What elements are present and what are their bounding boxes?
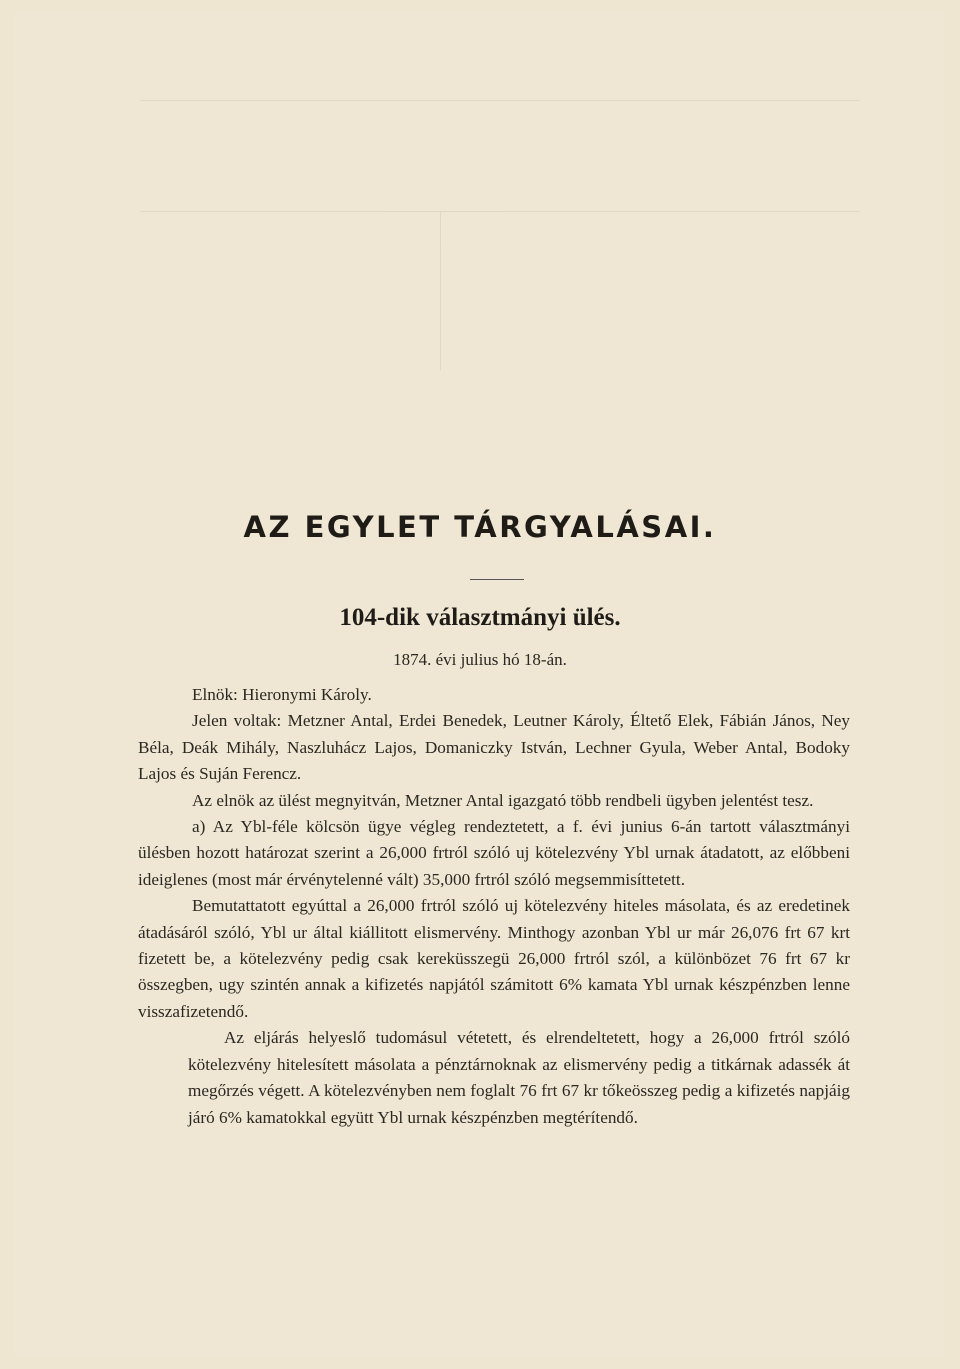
chairman-line: Elnök: Hieronymi Károly. (192, 685, 372, 704)
section-header (0, 510, 960, 544)
bleed-through-lines (140, 100, 860, 481)
opening-paragraph: Az elnök az ülést megnyitván, Metzner Antal igazgató több rendbeli ügyben jelentést tesz. (192, 790, 814, 810)
attendees-paragraph: Jelen voltak: Metzner Antal, Erdei Benedek, Leutner Károly, Éltető Elek, Fábián János, Ney Béla, Deák Mihály, Naszluhácz Lajos, Domaniczky István, Lechner Gyula, Weber Antal, Bodoky Lajos és Suján Ferencz. (138, 711, 850, 784)
divider-rule (470, 579, 524, 580)
section-heading: AZ EGYLET TÁRGYALÁSAI. (243, 510, 717, 544)
meeting-title: 104-dik választmányi ülés. (339, 604, 621, 631)
item-a-paragraph: a) Az Ybl-féle kölcsön ügye végleg rendeztetett, a f. évi junius 6-án tartott választmányi ülésben hozott határozat szerint a 26,000 frtról szóló uj kötelezvény Ybl urnak átadatott, az előbbeni ideiglenes (most már érvénytelenné vált) 35,000 frtról szóló megsemmisíttetett. (138, 817, 850, 889)
resolution-paragraph: Az eljárás helyeslő tudomásul vétetett, és elrendeltetett, hogy a 26,000 frtról szóló kötelezvény hitelesített másolata a pénztárnoknak az elismervény pedig a titkárnak adassék át megőrzés végett. A kötelezvényben nem foglalt 76 frt 67 kr tőkeösszeg pedig a kifizetés napjáig járó 6% kamatokkal együtt Ybl urnak készpénzben megtérítendő. (188, 1028, 850, 1127)
meeting-date: 1874. évi julius hó 18-án. (393, 650, 567, 669)
body-text (138, 682, 850, 1131)
presentation-paragraph: Bemutattatott egyúttal a 26,000 frtról szóló uj kötelezvény hiteles másolata, és az eredetinek átadásáról szóló, Ybl ur által kiállitott elismervény. Minthogy azonban Ybl ur már 26,076 frt 67 krt fizetett be, a kötelezvény pedig csak kereküsszegü 26,000 frtról szól, a különbözet 76 frt 67 kr összegben, ugy szintén annak a kifizetés napjától számitott 6% kamata Ybl urnak készpénzben lenne visszafizetendő. (138, 896, 850, 1021)
